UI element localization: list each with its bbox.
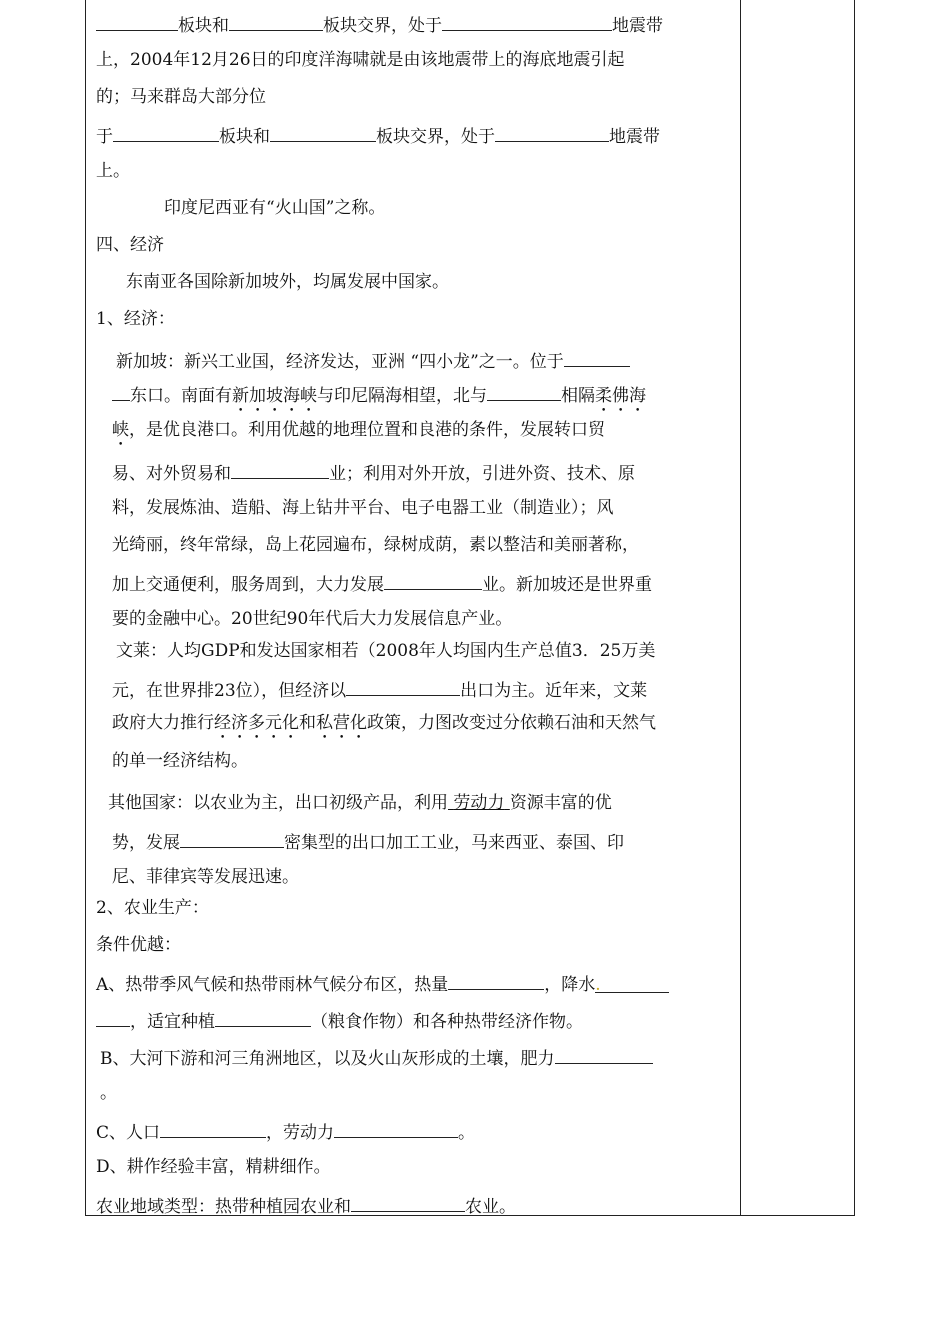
text: 地震带 [609,127,660,147]
fill-blank[interactable] [160,1119,266,1138]
text: 农业地域类型：热带种植园农业和 [96,1197,351,1217]
filled-answer: 劳动力 [453,793,505,813]
text: ，劳动力 [266,1123,335,1143]
emphasis-text: 柔佛海 [595,386,646,406]
text-line: 的；马来群岛大部分位 [96,87,266,107]
text: 板块交界，处于 [323,16,442,36]
text: 政府大力推行 [112,713,214,733]
text-line: 文莱：人均GDP和发达国家相若（2008年人均国内生产总值3．25万美 [116,641,656,661]
section-heading: 四、经济 [96,235,164,255]
emphasis-text: 新加坡海峡 [232,386,317,406]
text-line [96,1119,475,1144]
text: 相隔 [561,386,595,406]
text: 。 [458,1123,476,1143]
text-line [108,792,612,814]
fill-blank[interactable] [231,460,329,479]
text: 其他国家：以农业为主，出口初级产品，利用 [108,793,448,813]
text: 出口为主。近年来，文莱 [460,681,648,701]
fill-blank[interactable] [112,382,130,401]
fill-blank[interactable] [442,12,612,31]
text: 加上交通便利，服务周到，大力发展 [112,575,384,595]
fill-blank[interactable] [487,382,561,401]
text-line [96,123,660,148]
fill-blank[interactable]: . [595,974,669,993]
text-line [96,1193,516,1218]
text-line [100,1045,653,1070]
text: 与印尼隔海相望，北与 [317,386,487,406]
text: 地震带 [612,16,663,36]
text: 板块和 [219,127,270,147]
text-line: 上。 [96,161,130,181]
text: 农业。 [465,1197,516,1217]
fill-blank[interactable] [384,571,482,590]
emphasis-text: 私营化 [316,713,367,733]
text-line: 条件优越： [96,935,181,955]
text: B、大河下游和河三角洲地区，以及火山灰形成的土壤，肥力 [100,1049,555,1069]
text-line [112,571,652,596]
text: 资源丰富的优 [509,793,612,813]
fill-blank[interactable] [113,123,219,142]
text: ，适宜种植 [130,1012,215,1032]
text: 势，发展 [112,833,180,853]
text: 板块和 [178,16,229,36]
text: 业。新加坡还是世界重 [482,575,652,595]
text-line [112,460,635,485]
text: 密集型的出口加工工业，马来西亚、泰国、印 [284,833,624,853]
text-line: 料，发展炼油、造船、海上钻井平台、电子电器工业（制造业）；风 [112,498,614,518]
column-divider [740,0,741,1216]
text: 元，在世界排23位），但经济以 [112,681,347,701]
fill-blank[interactable] [564,348,630,367]
text: 新加坡：新兴工业国，经济发达，亚洲 “四小龙”之一。位于 [116,352,564,372]
text-line: 上，2004年12月26日的印度洋海啸就是由该地震带上的海底地震引起 [96,50,625,70]
fill-blank[interactable] [495,123,609,142]
fill-blank[interactable] [96,1008,130,1027]
text: 于 [96,127,113,147]
text: C、人口 [96,1123,161,1143]
text: 政策，力图改变过分依赖石油和天然气 [367,713,656,733]
fill-blank[interactable] [555,1045,653,1064]
fill-blank[interactable] [346,677,460,696]
text-line: 。 [100,1083,117,1103]
text-line [96,971,669,996]
emphasis-text: 峡 [112,420,129,440]
text: （粮食作物）和各种热带经济作物。 [311,1012,583,1032]
fill-blank[interactable] [334,1119,458,1138]
sub-heading: 2、农业生产： [96,898,209,918]
fill-blank[interactable] [351,1193,465,1212]
fill-blank[interactable] [96,12,178,31]
text: 和 [299,713,316,733]
sub-heading: 1、经济： [96,309,175,329]
text-line: 东南亚各国除新加坡外，均属发展中国家。 [126,272,449,292]
text: 易、对外贸易和 [112,464,231,484]
text-line: D、耕作经验丰富，精耕细作。 [96,1157,331,1177]
fill-blank[interactable] [229,12,323,31]
text: ，是优良港口。利用优越的地理位置和良港的条件，发展转口贸 [129,420,605,440]
text-line [112,419,605,450]
text-line [96,12,663,37]
emphasis-text: 经济多元化 [214,713,299,733]
fill-blank[interactable] [215,1008,311,1027]
text-line: 光绮丽，终年常绿，岛上花园遍布，绿树成荫，素以整洁和美丽著称， [112,535,639,555]
fill-blank[interactable] [448,971,544,990]
text-line: 的单一经济结构。 [112,751,248,771]
text-line [112,382,646,416]
text: 业；利用对外开放，引进外资、技术、原 [329,464,635,484]
text-line: 印度尼西亚有“火山国”之称。 [164,198,386,218]
text: ，降水 [544,975,596,995]
text: 东口。南面有 [130,386,232,406]
fill-blank[interactable] [180,829,284,848]
text-line [112,712,656,743]
fill-blank[interactable] [270,123,376,142]
text-line: 尼、菲律宾等发展迅速。 [112,867,299,887]
text-line [96,1008,583,1033]
text-line [112,829,624,854]
text-line [116,348,630,373]
text: A、热带季风气候和热带雨林气候分布区，热量 [96,975,449,995]
text-line: 要的金融中心。20世纪90年代后大力发展信息产业。 [112,609,513,629]
text-line [112,677,647,702]
text: 板块交界，处于 [376,127,495,147]
